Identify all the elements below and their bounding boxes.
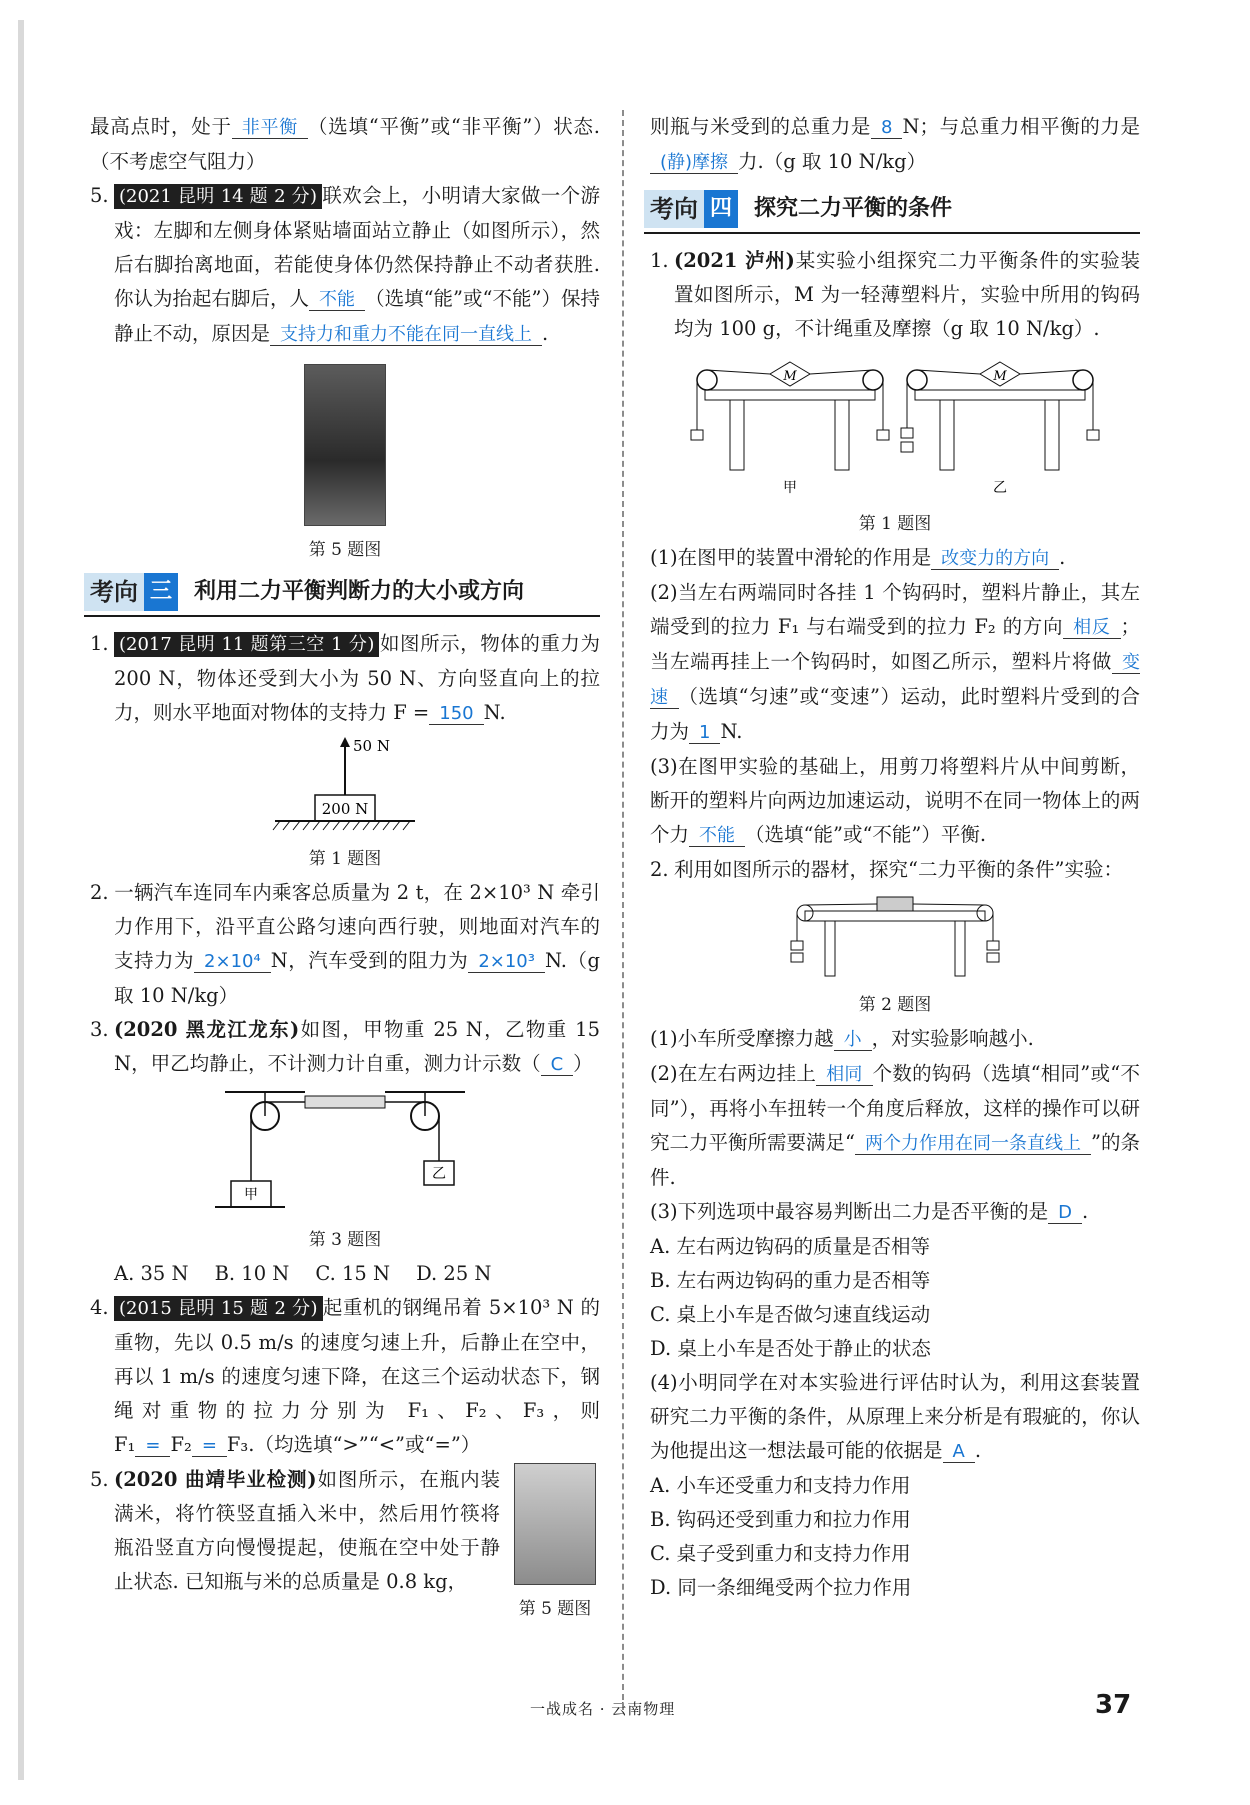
section-3-header: 考向 三 利用二力平衡判断力的大小或方向 <box>84 573 600 617</box>
answer-blank: 非平衡 <box>232 117 308 139</box>
s4-question-2: 2. 利用如图所示的器材，探究“二力平衡的条件”实验： <box>650 858 1123 881</box>
plastic-card-apparatus <box>685 350 1105 500</box>
answer-blank: 小 <box>834 1029 872 1051</box>
s3-question-1: 1. (2017 昆明 11 题第三空 1 分) 如图所示，物体的重力为200 N，物体还受到大小为 50 N、方向竖直向上的拉力，则水平地面对物体的支持力 F = 150 N. <box>90 632 600 724</box>
continued-question: 最高点时，处于 非平衡 （选填“平衡”或“非平衡”）状态.（不考虑空气阻力） <box>90 115 601 173</box>
figure-caption: 第 1 题图 <box>858 514 932 534</box>
footer-book-title: 一战成名 · 云南物理 <box>530 1700 676 1718</box>
figure-caption: 第 3 题图 <box>308 1230 382 1250</box>
s3-question-3: 3. (2020 黑龙江龙东)如图，甲物重 25 N，乙物重 15 N，甲乙均静止，不计测力计自重，测力计示数（ C ） <box>90 1018 600 1075</box>
option-b: B. 钩码还受到重力和拉力作用 <box>650 1508 911 1531</box>
answer-blank: 1 <box>689 722 720 744</box>
option-d: D. 同一条细绳受两个拉力作用 <box>650 1576 912 1599</box>
svg-text:乙: 乙 <box>432 1166 446 1182</box>
block-label: 200 N <box>321 800 369 818</box>
page-edge <box>18 20 24 1780</box>
svg-text:甲: 甲 <box>783 480 797 496</box>
question-5: 5. (2021 昆明 14 题 2 分) 联欢会上，小明请大家做一个游戏：左脚和左侧身体紧贴墙面站立静止（如图所示），然后右脚抬离地面，若能使身体仍然保持静止不动者获胜. 你认为抬起右脚后，人 不能 （选填“能”或“不能”）保持静止不动，原因是 支持力和重力不能在同一直线上 . <box>90 184 600 345</box>
s3-question-5: 5. (2020 曲靖毕业检测)如图所示，在瓶内装满米，将竹筷竖直插入米中，然后用竹筷将瓶沿竖直方向慢慢提起，使瓶在空中处于静止状态. 已知瓶与米的总质量是 0.8 kg， 第 5 题图 <box>114 1463 600 1622</box>
block-diagram <box>245 735 445 835</box>
figure-caption: 第 2 题图 <box>858 995 932 1015</box>
s4q2-part-1: (1)小车所受摩擦力越 小 ，对实验影响越小. <box>650 1027 1034 1050</box>
force-label: 50 N <box>353 737 390 755</box>
answer-blank: = <box>135 1435 170 1457</box>
s4q1-figure <box>650 350 1140 537</box>
answer-blank: D <box>1048 1202 1082 1224</box>
answer-blank: 不能 <box>309 289 365 311</box>
figure-caption: 第 5 题图 <box>308 540 382 560</box>
answer-blank: (静)摩擦 <box>650 152 738 174</box>
section-title: 探究二力平衡的条件 <box>754 196 953 221</box>
answer-blank: 150 <box>429 703 483 725</box>
photo-person-wall <box>304 364 386 526</box>
apparatus-yi <box>901 362 1099 496</box>
spring-scale <box>305 1096 385 1108</box>
svg-text:乙: 乙 <box>993 480 1007 496</box>
s4q2-part-4: (4)小明同学在对本实验进行评估时认为，利用这套装置研究二力平衡的条件，从原理上来分析是有瑕疵的，你认为他提出这一想法最可能的依据是 A . <box>650 1371 1140 1462</box>
option-d: D. 桌上小车是否处于静止的状态 <box>650 1337 931 1360</box>
answer-blank: 支持力和重力不能在同一直线上 <box>270 324 542 346</box>
continued-question: 则瓶与米受到的总重力是 8 N；与总重力相平衡的力是(静)摩擦 力.（g 取 10 N/kg） <box>650 115 1140 173</box>
apparatus-jia <box>691 362 889 496</box>
answer-blank: 两个力作用在同一条直线上 <box>855 1133 1091 1155</box>
answer-blank: 相同 <box>816 1064 873 1086</box>
answer-blank: = <box>192 1435 227 1457</box>
s4q1-part-2: (2)当左右两端同时各挂 1 个钩码时，塑料片静止，其左端受到的拉力 F₁ 与右端受到的拉力 F₂ 的方向 相反 ；当左端再挂上一个钩码时，如图乙所示，塑料片将做 变速 （选填“匀速”或“变速”）运动，此时塑料片受到的合力为 1 N. <box>650 581 1141 743</box>
s3-question-2: 2. 一辆汽车连同车内乘客总质量为 2 t，在 2×10³ N 牵引力作用下，沿平直公路匀速向西行驶，则地面对汽车的支持力为 2×10⁴ N，汽车受到的阻力为 2×10³ N.（g 取 10 N/kg） <box>90 881 600 1007</box>
answer-blank: 8 <box>871 117 902 139</box>
section-title: 利用二力平衡判断力的大小或方向 <box>194 579 525 604</box>
q5-figure <box>90 356 600 563</box>
answer-blank: 不能 <box>689 825 745 847</box>
answer-blank: 2×10³ <box>468 951 545 973</box>
s4q1-part-1: (1)在图甲的装置中滑轮的作用是 改变力的方向 . <box>650 546 1066 569</box>
q5b-figure <box>510 1463 600 1622</box>
answer-blank: 变速 <box>650 652 1140 708</box>
svg-text:M: M <box>993 369 1007 384</box>
source-tag: (2021 昆明 14 题 2 分) <box>114 184 322 209</box>
left-column <box>90 110 600 1622</box>
arrow-head <box>340 737 350 747</box>
option-a: A. 小车还受重力和支持力作用 <box>650 1474 911 1497</box>
section-4-header: 考向 四 探究二力平衡的条件 <box>644 190 1140 234</box>
s4-question-1: 1. (2021 泸州)某实验小组探究二力平衡条件的实验装置如图所示，M 为一轻薄塑料片，实验中所用的钩码均为 100 g，不计绳重及摩擦（g 取 10 N/kg）. <box>650 249 1140 340</box>
page-number: 37 <box>1095 1690 1132 1720</box>
answer-blank: 相反 <box>1063 617 1120 639</box>
option-c: C. 桌子受到重力和支持力作用 <box>650 1542 911 1565</box>
s3q3-figure <box>90 1086 600 1253</box>
svg-text:甲: 甲 <box>244 1187 258 1203</box>
s3q3-options: A. 35 N B. 10 N C. 15 N D. 25 N <box>114 1262 492 1285</box>
s4q2-part-2: (2)在左右两边挂上 相同 个数的钩码（选填“相同”或“不同”），再将小车扭转一个角度后释放，这样的操作可以研究二力平衡所需要满足“ 两个力作用在同一条直线上 ”的条件. <box>650 1062 1140 1189</box>
answer-blank: 改变力的方向 <box>931 548 1059 570</box>
ground-hatch <box>273 821 410 830</box>
cart-apparatus <box>785 891 1005 981</box>
answer-blank: 2×10⁴ <box>194 951 271 973</box>
s3-question-4: 4. (2015 昆明 15 题 2 分) 起重机的钢绳吊着 5×10³ N 的重物，先以 0.5 m/s 的速度匀速上升，后静止在空中，再以 1 m/s 的速度匀速下降，在这三个运动状态下，钢绳对重物的拉力分别为 F₁、F₂、F₃，则 F₁ = F₂ = F₃.（均选填“>”“<”或“=”） <box>90 1296 600 1456</box>
answer-blank: A <box>943 1441 975 1463</box>
figure-caption: 第 1 题图 <box>308 849 382 869</box>
s4q1-part-3: (3)在图甲实验的基础上，用剪刀将塑料片从中间剪断，断开的塑料片向两边加速运动，说明不在同一物体上的两个力 不能 （选填“能”或“不能”）平衡. <box>650 755 1140 846</box>
option-c: C. 桌上小车是否做匀速直线运动 <box>650 1303 931 1326</box>
right-column <box>650 110 1140 1605</box>
s3q1-figure <box>90 735 600 872</box>
source-tag: (2015 昆明 15 题 2 分) <box>114 1296 323 1321</box>
s4q2-part-3: (3)下列选项中最容易判断出二力是否平衡的是 D . <box>650 1200 1089 1223</box>
option-a: A. 左右两边钩码的质量是否相等 <box>650 1235 930 1258</box>
source-tag: (2017 昆明 11 题第三空 1 分) <box>114 632 379 657</box>
figure-caption: 第 5 题图 <box>518 1599 592 1619</box>
svg-text:M: M <box>783 369 797 384</box>
s4q2-figure <box>650 891 1140 1018</box>
cart <box>877 897 913 911</box>
pulley-diagram <box>195 1086 495 1216</box>
photo-bottle-rice <box>514 1463 596 1585</box>
answer-blank: C <box>541 1054 574 1076</box>
option-b: B. 左右两边钩码的重力是否相等 <box>650 1269 931 1292</box>
column-divider <box>622 110 624 1710</box>
